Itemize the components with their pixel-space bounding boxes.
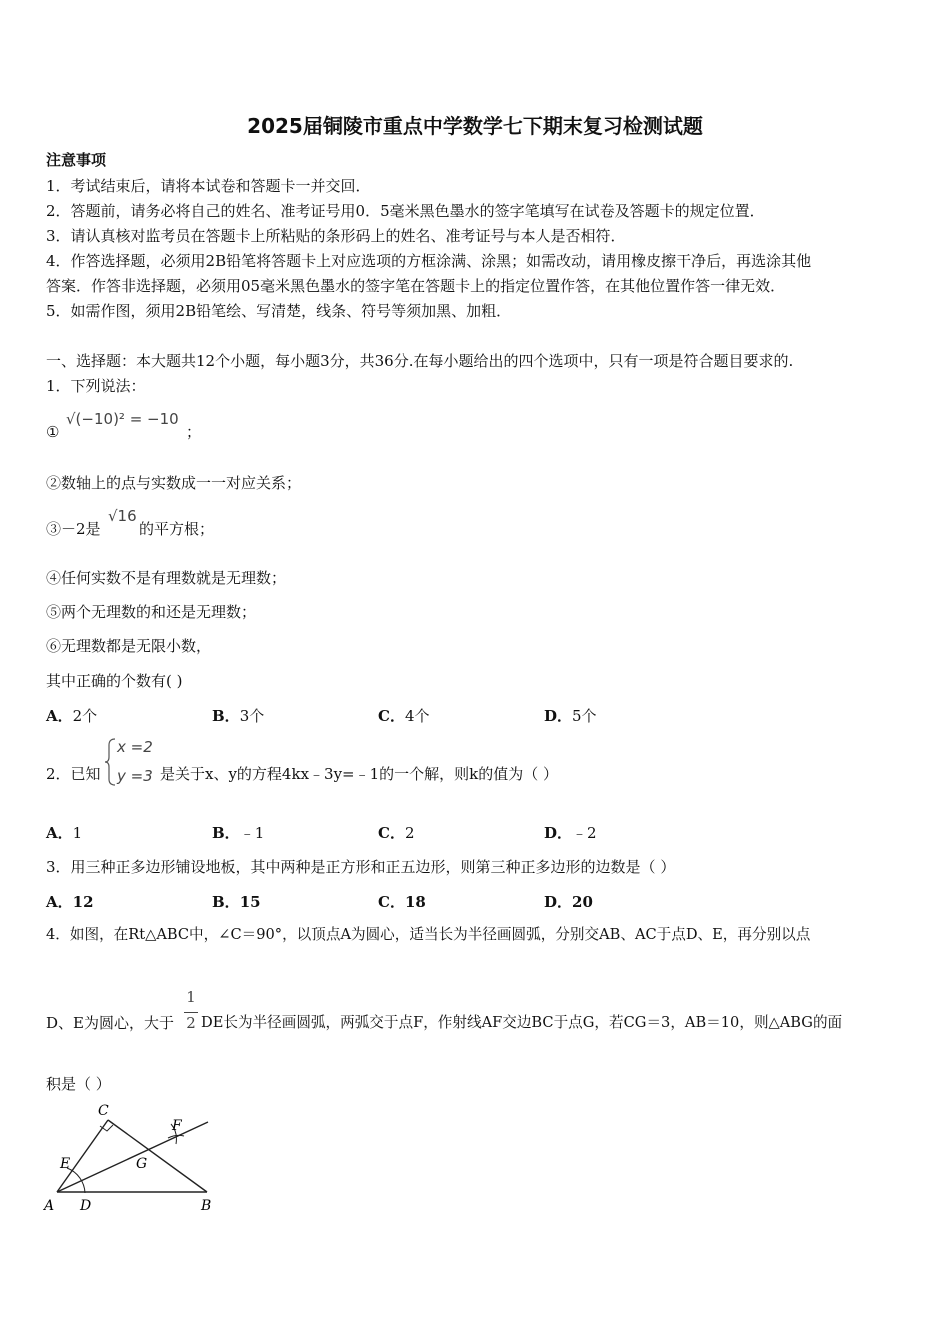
q1-option-c: C．4个 [378, 707, 430, 725]
q2-option-d: D．﹣2 [544, 824, 597, 842]
q3-option-b: B．15 [212, 893, 261, 911]
q2-post: 是关于x、y的方程4kx﹣3y=﹣1的一个解，则k的值为（ ） [160, 765, 559, 783]
q1-option-b: B．3个 [212, 707, 265, 725]
notice-heading: 注意事项 [46, 151, 107, 169]
q4-fraction-bar [184, 1012, 198, 1013]
q1-statement-4: ④任何实数不是有理数就是无理数； [46, 569, 287, 587]
q1-statement-1-mark: ① [46, 423, 60, 441]
q1-statement-1-formula: √(−10)² = −10 [66, 410, 179, 428]
notice-item: 答案．作答非选择题，必须用05毫米黑色墨水的签字笔在答题卡上的指定位置作答，在其他位置作答一律无效． [46, 277, 786, 295]
q2-system-line-1: x =2 [117, 738, 153, 756]
q4-line-1: 4．如图，在Rt△ABC中，∠C＝90°，以顶点A为圆心，适当长为半径画圆弧，分别交AB、AC于点D、E，再分别以点 [46, 926, 811, 943]
ray-af [57, 1122, 208, 1192]
label-f: F [172, 1118, 182, 1134]
notice-item: 1．考试结束后，请将本试卷和答题卡一并交回． [46, 177, 371, 195]
segment-cb [108, 1120, 207, 1192]
q4-line-2-post: DE长为半径画圆弧，两弧交于点F，作射线AF交边BC于点G，若CG＝3，AB＝10，则△ABG的面 [201, 1014, 843, 1031]
q3-option-c: C．18 [378, 893, 426, 911]
q2-option-b: B．﹣1 [212, 824, 265, 842]
notice-item: 4．作答选择题，必须用2B铅笔将答题卡上对应选项的方框涂满、涂黑；如需改动，请用橡皮擦干净后，再选涂其他 [46, 252, 812, 270]
label-c: C [98, 1103, 109, 1119]
label-d: D [80, 1198, 92, 1214]
label-b: B [201, 1198, 212, 1214]
q1-statement-3-formula: √16 [108, 507, 137, 525]
q2-option-c: C．2 [378, 824, 415, 842]
q4-triangle-figure [40, 1100, 220, 1218]
q1-option-d: D．5个 [544, 707, 597, 725]
q1-option-a: A．2个 [46, 707, 98, 725]
q1-question: 其中正确的个数有( ) [46, 672, 183, 690]
label-a: A [44, 1198, 55, 1214]
q1-statement-3-pre: ③－2是 [46, 520, 101, 538]
q1-statement-3-post: 的平方根； [139, 520, 215, 538]
label-e: E [60, 1156, 71, 1172]
q1-stem: 1．下列说法： [46, 377, 146, 395]
q1-statement-2: ②数轴上的点与实数成一一对应关系； [46, 474, 302, 492]
q4-fraction-denominator: 2 [186, 1014, 196, 1032]
q4-fraction-numerator: 1 [186, 988, 196, 1006]
q1-statement-6: ⑥无理数都是无限小数， [46, 637, 212, 655]
q4-line-2-pre: D、E为圆心，大于 [46, 1014, 174, 1032]
q2-brace-icon [104, 737, 118, 787]
q2-system-line-2: y =3 [117, 767, 153, 785]
notice-item: 3．请认真核对监考员在答题卡上所粘贴的条形码上的姓名、准考证号与本人是否相符． [46, 227, 626, 245]
q3-option-d: D．20 [544, 893, 593, 911]
q2-pre: 2．已知 [46, 765, 101, 783]
notice-item: 2．答题前，请务必将自己的姓名、准考证号用0．5毫米黑色墨水的签字笔填写在试卷及答题卡的规定位置． [46, 202, 765, 220]
notice-item: 5．如需作图，须用2B铅笔绘、写清楚，线条、符号等须加黑、加粗． [46, 302, 512, 320]
page-title: 2025届铜陵市重点中学数学七下期末复习检测试题 [247, 114, 703, 138]
section-heading: 一、选择题：本大题共12个小题，每小题3分，共36分.在每小题给出的四个选项中，只有一项是符合题目要求的. [46, 352, 794, 370]
q3-option-a: A．12 [46, 893, 94, 911]
q3-stem: 3．用三种正多边形铺设地板，其中两种是正方形和正五边形，则第三种正多边形的边数是（ ） [46, 858, 676, 876]
right-angle-mark [100, 1125, 113, 1131]
q1-statement-5: ⑤两个无理数的和还是无理数； [46, 603, 257, 621]
q1-statement-1-end: ； [186, 423, 202, 441]
q2-option-a: A．1 [46, 824, 83, 842]
q4-line-3: 积是（ ） [46, 1075, 111, 1093]
label-g: G [136, 1156, 148, 1172]
